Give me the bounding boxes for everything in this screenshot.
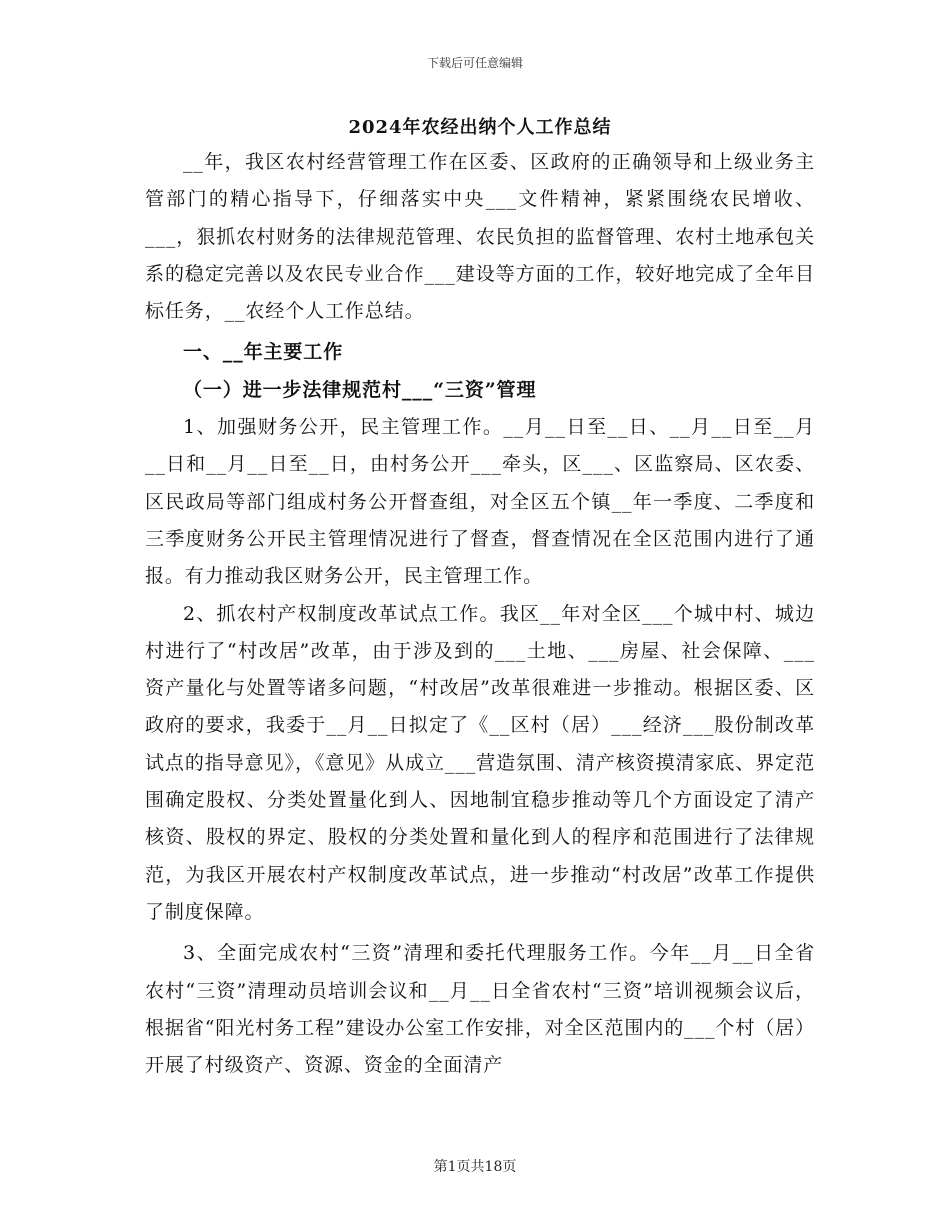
page-header: 下载后可任意编辑 — [426, 56, 523, 70]
paragraph-intro: __年，我区农村经营管理工作在区委、区政府的正确领导和上级业务主管部门的精心指导下，仔细落实中央___文件精神，紧紧围绕农民增收、___，狠抓农村财务的法律规范管理、农民负担的监督管理、农村土地承包关系的稳定完善以及农民专业合作___建设等方面的工作，较好地完成了全年目标任务，__农经个人工作总结。 — [145, 151, 815, 323]
paragraph-item-2: 2、抓农村产权制度改革试点工作。我区__年对全区___个城中村、城边村进行了“村改居”改革，由于涉及到的___土地、___房屋、社会保障、___资产量化与处置等诸多问题，“村改居”改革很难进一步推动。根据区委、区政府的要求，我委于__月__日拟定了《__区村（居）___经济___股份制改革试点的指导意见》，《意见》从成立___营造氛围、清产核资摸清家底、界定范围确定股权、分类处置量化到人、因地制宜稳步推动等几个方面设定了清产核资、股权的界定、股权的分类处置和量化到人的程序和范围进行了法律规范，为我区开展农村产权制度改革试点，进一步推动“村改居”改革工作提供了制度保障。 — [145, 602, 815, 923]
subsection-heading-1: （一）进一步法律规范村___“三资”管理 — [183, 378, 537, 401]
section-heading-1: 一、__年主要工作 — [183, 341, 344, 364]
paragraph-item-3: 3、全面完成农村“三资”清理和委托代理服务工作。今年__月__日全省农村“三资”清理动员培训会议和__月__日全省农村“三资”培训视频会议后，根据省“阳光村务工程”建设办公室工作安排，对全区范围内的___个村（居）开展了村级资产、资源、资金的全面清产 — [145, 942, 815, 1077]
page-footer: 第1页共18页 — [433, 1159, 517, 1175]
document-title: 2024年农经出纳个人工作总结 — [348, 117, 612, 138]
paragraph-item-1: 1、加强财务公开，民主管理工作。__月__日至__日、__月__日至__月__日和__月__日至__日，由村务公开___牵头，区___、区监察局、区农委、区民政局等部门组成村务公开督查组，对全区五个镇__年一季度、二季度和三季度财务公开民主管理情况进行了督查，督查情况在全区范围内进行了通报。有力推动我区财务公开，民主管理工作。 — [145, 416, 815, 588]
document-body — [145, 112, 815, 1084]
